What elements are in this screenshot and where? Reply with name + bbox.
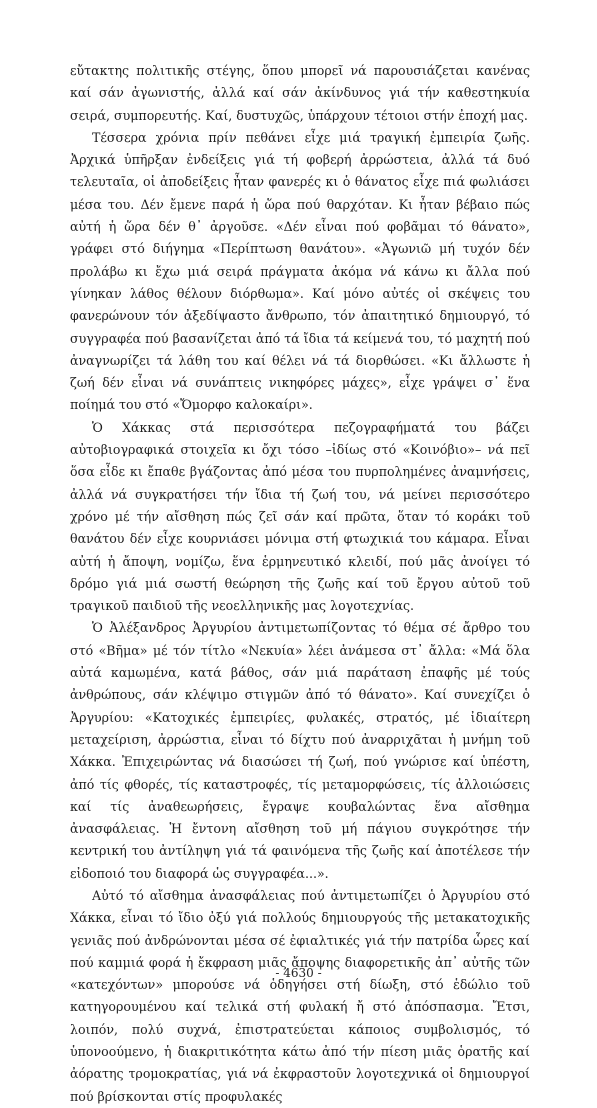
- paragraph-2: Τέσσερα χρόνια πρίν πεθάνει εἶχε μιά τραγική ἐμπειρία ζωῆς. Ἀρχικά ὑπῆρξαν ἐνδείξεις γιά τή φοβερή ἀρρώστεια, ἀλλά τά δυό τελευταῖα, οἱ ἀποδείξεις ἦταν φανερές κι ὁ θάνατος εἶχε πιά φωλιάσει μέσα του. Δέν ἔμενε παρά ἡ ὥρα πού θαρχόταν. Κι ἦταν βέβαιο πώς αὐτή ἡ ὥρα δέν θ᾽ ἀργοῦσε. «Δέν εἶναι πού φοβᾶμαι τό θάνατο», γράφει στό διήγημα «Περίπτωση θανάτου». «Ἀγωνιῶ μή τυχόν δέν προλάβω κι ἔχω μιά σειρά πράγματα ἀκόμα νά κάνω κι ἄλλα πού γίνηκαν λάθος θέλουν διόρθωμα». Καί μόνο αὐτές οἱ σκέψεις του φανερώνουν τόν ἀξεδίψαστο ἄνθρωπο, τόν ἀπαιτητικό δημιουργό, τό συγγραφέα πού βασανίζεται ἀπό τά ἴδια τά κείμενά του, τό μαχητή πού ἀναγνωρίζει τά λάθη του καί θέλει νά τά διορθώσει. «Κι ἄλλωστε ἡ ζωή δέν εἶναι νά συνάπτεις νικηφόρες μάχες», εἶχε γράψει σ᾽ ἕνα ποίημά του στό «Ὄμορφο καλοκαίρι».: [70, 129, 530, 413]
- paragraph-4: Ὁ Ἀλέξανδρος Ἀργυρίου ἀντιμετωπίζοντας τό θέμα σέ ἄρθρο του στό «Βῆμα» μέ τόν τίτλο «Νεκυία» λέει ἀνάμεσα στ᾽ ἄλλα: «Μά ὅλα αὐτά καμωμένα, κατά βάθος, σάν μιά παράταση ἐπαφῆς μέ τούς ἀνθρώπους, σάν κλέψιμο στιγμῶν ἀπό τό θάνατο». Καί συνεχίζει ὁ Ἀργυρίου: «Κατοχικές ἐμπειρίες, φυλακές, στρατός, μέ ἰδιαίτερη μεταχείριση, ἀρρώστια, εἶναι τό δίχτυ πού ἀναρριχᾶται ἡ μνήμη τοῦ Χάκκα. Ἐπιχειρώντας νά διασώσει τή ζωή, πού γνώρισε καί ὑπέστη, ἀπό τίς φθορές, τίς καταστροφές, τίς μεταμορφώσεις, τίς ἀλλοιώσεις καί τίς ἀναθεωρήσεις, ἔγραψε κουβαλώντας ἕνα αἴσθημα ἀνασφάλειας. Ἡ ἔντονη αἴσθηση τοῦ μή πάγιου συγκρότησε τήν κεντρική του ἀντίληψη γιά τά φαινόμενα τῆς ζωῆς καί ἀποτέλεσε τήν εἰδοποιό του διαφορά ὡς συγγραφέα...».: [70, 620, 530, 881]
- paragraph-5: Αὐτό τό αἴσθημα ἀνασφάλειας πού ἀντιμετωπίζει ὁ Ἀργυρίου στό Χάκκα, εἶναι τό ἴδιο ὀξύ γιά πολλούς δημιουργούς τῆς μετακατοχικῆς γενιᾶς πού ἀνδρώνονται μέσα σέ ἐφιαλτικές γιά τήν πατρίδα ὧρες καί πού καμμιά φορά ἡ ἔκφραση μιᾶς ἄποψης διαφορετικῆς ἀπ᾽ αὐτῆς τῶν «κατεχόντων» μπορούσε νά ὁδηγήσει στή δίωξη, στό ἑδώλιο τοῦ κατηγορουμένου καί τελικά στή φυλακή ἤ στό ἀπόσπασμα. Ἔτσι, λοιπόν, πολύ συχνά, ἐπιστρατεύεται κάποιος συμβολισμός, τό ὑπονοούμενο, ἡ διακριτικότητα κάτω ἀπό τήν πίεση μιᾶς ὁρατῆς καί ἀόρατης τρομοκρατίας, γιά νά ἐκφραστοῦν λογοτεχνικά οἱ δημιουργοί πού βρίσκονται στίς προφυλακές: [70, 887, 530, 1104]
- paragraph-1: εὔτακτης πολιτικῆς στέγης, ὅπου μπορεῖ νά παρουσιάζεται κανένας καί σάν ἀγωνιστής, ἀλλά καί σάν ἀκίνδυνος γιά τήν καθεστηκυία σειρά, συμπορευτής. Καί, δυστυχῶς, ὑπάρχουν τέτοιοι στήν ἐποχή μας.: [70, 63, 530, 123]
- page-number: - 4630 -: [275, 966, 322, 980]
- paragraph-3: Ὁ Χάκκας στά περισσότερα πεζογραφήματά του βάζει αὐτοβιογραφικά στοιχεῖα κι ὄχι τόσο –ἰδίως στό «Κοινόβιο»– νά πεῖ ὅσα εἶδε κι ἔπαθε βγάζοντας ἀπό μέσα του πυρπολημένες ἀναμνήσεις, ἀλλά νά συγκρατήσει τήν ἴδια τή ζωή του, νά μείνει περισσότερο χρόνο μέ τήν αἴσθηση πώς ζεῖ σάν καί πρῶτα, ὅταν τό κοράκι τοῦ θανάτου δέν εἶχε κουρνιάσει μόνιμα στή φτωχικιά του κάμαρα. Εἶναι αὐτή ἡ ἄποψη, νομίζω, ἕνα ἑρμηνευτικό κλειδί, πού μᾶς ἀνοίγει τό δρόμο γιά μιά σωστή θεώρηση τῆς ζωῆς καί τοῦ ἔργου αὐτοῦ τοῦ τραγικοῦ παιδιοῦ τῆς νεοελληνικῆς μας λογοτεχνίας.: [70, 419, 530, 614]
- page-body: [70, 60, 530, 1108]
